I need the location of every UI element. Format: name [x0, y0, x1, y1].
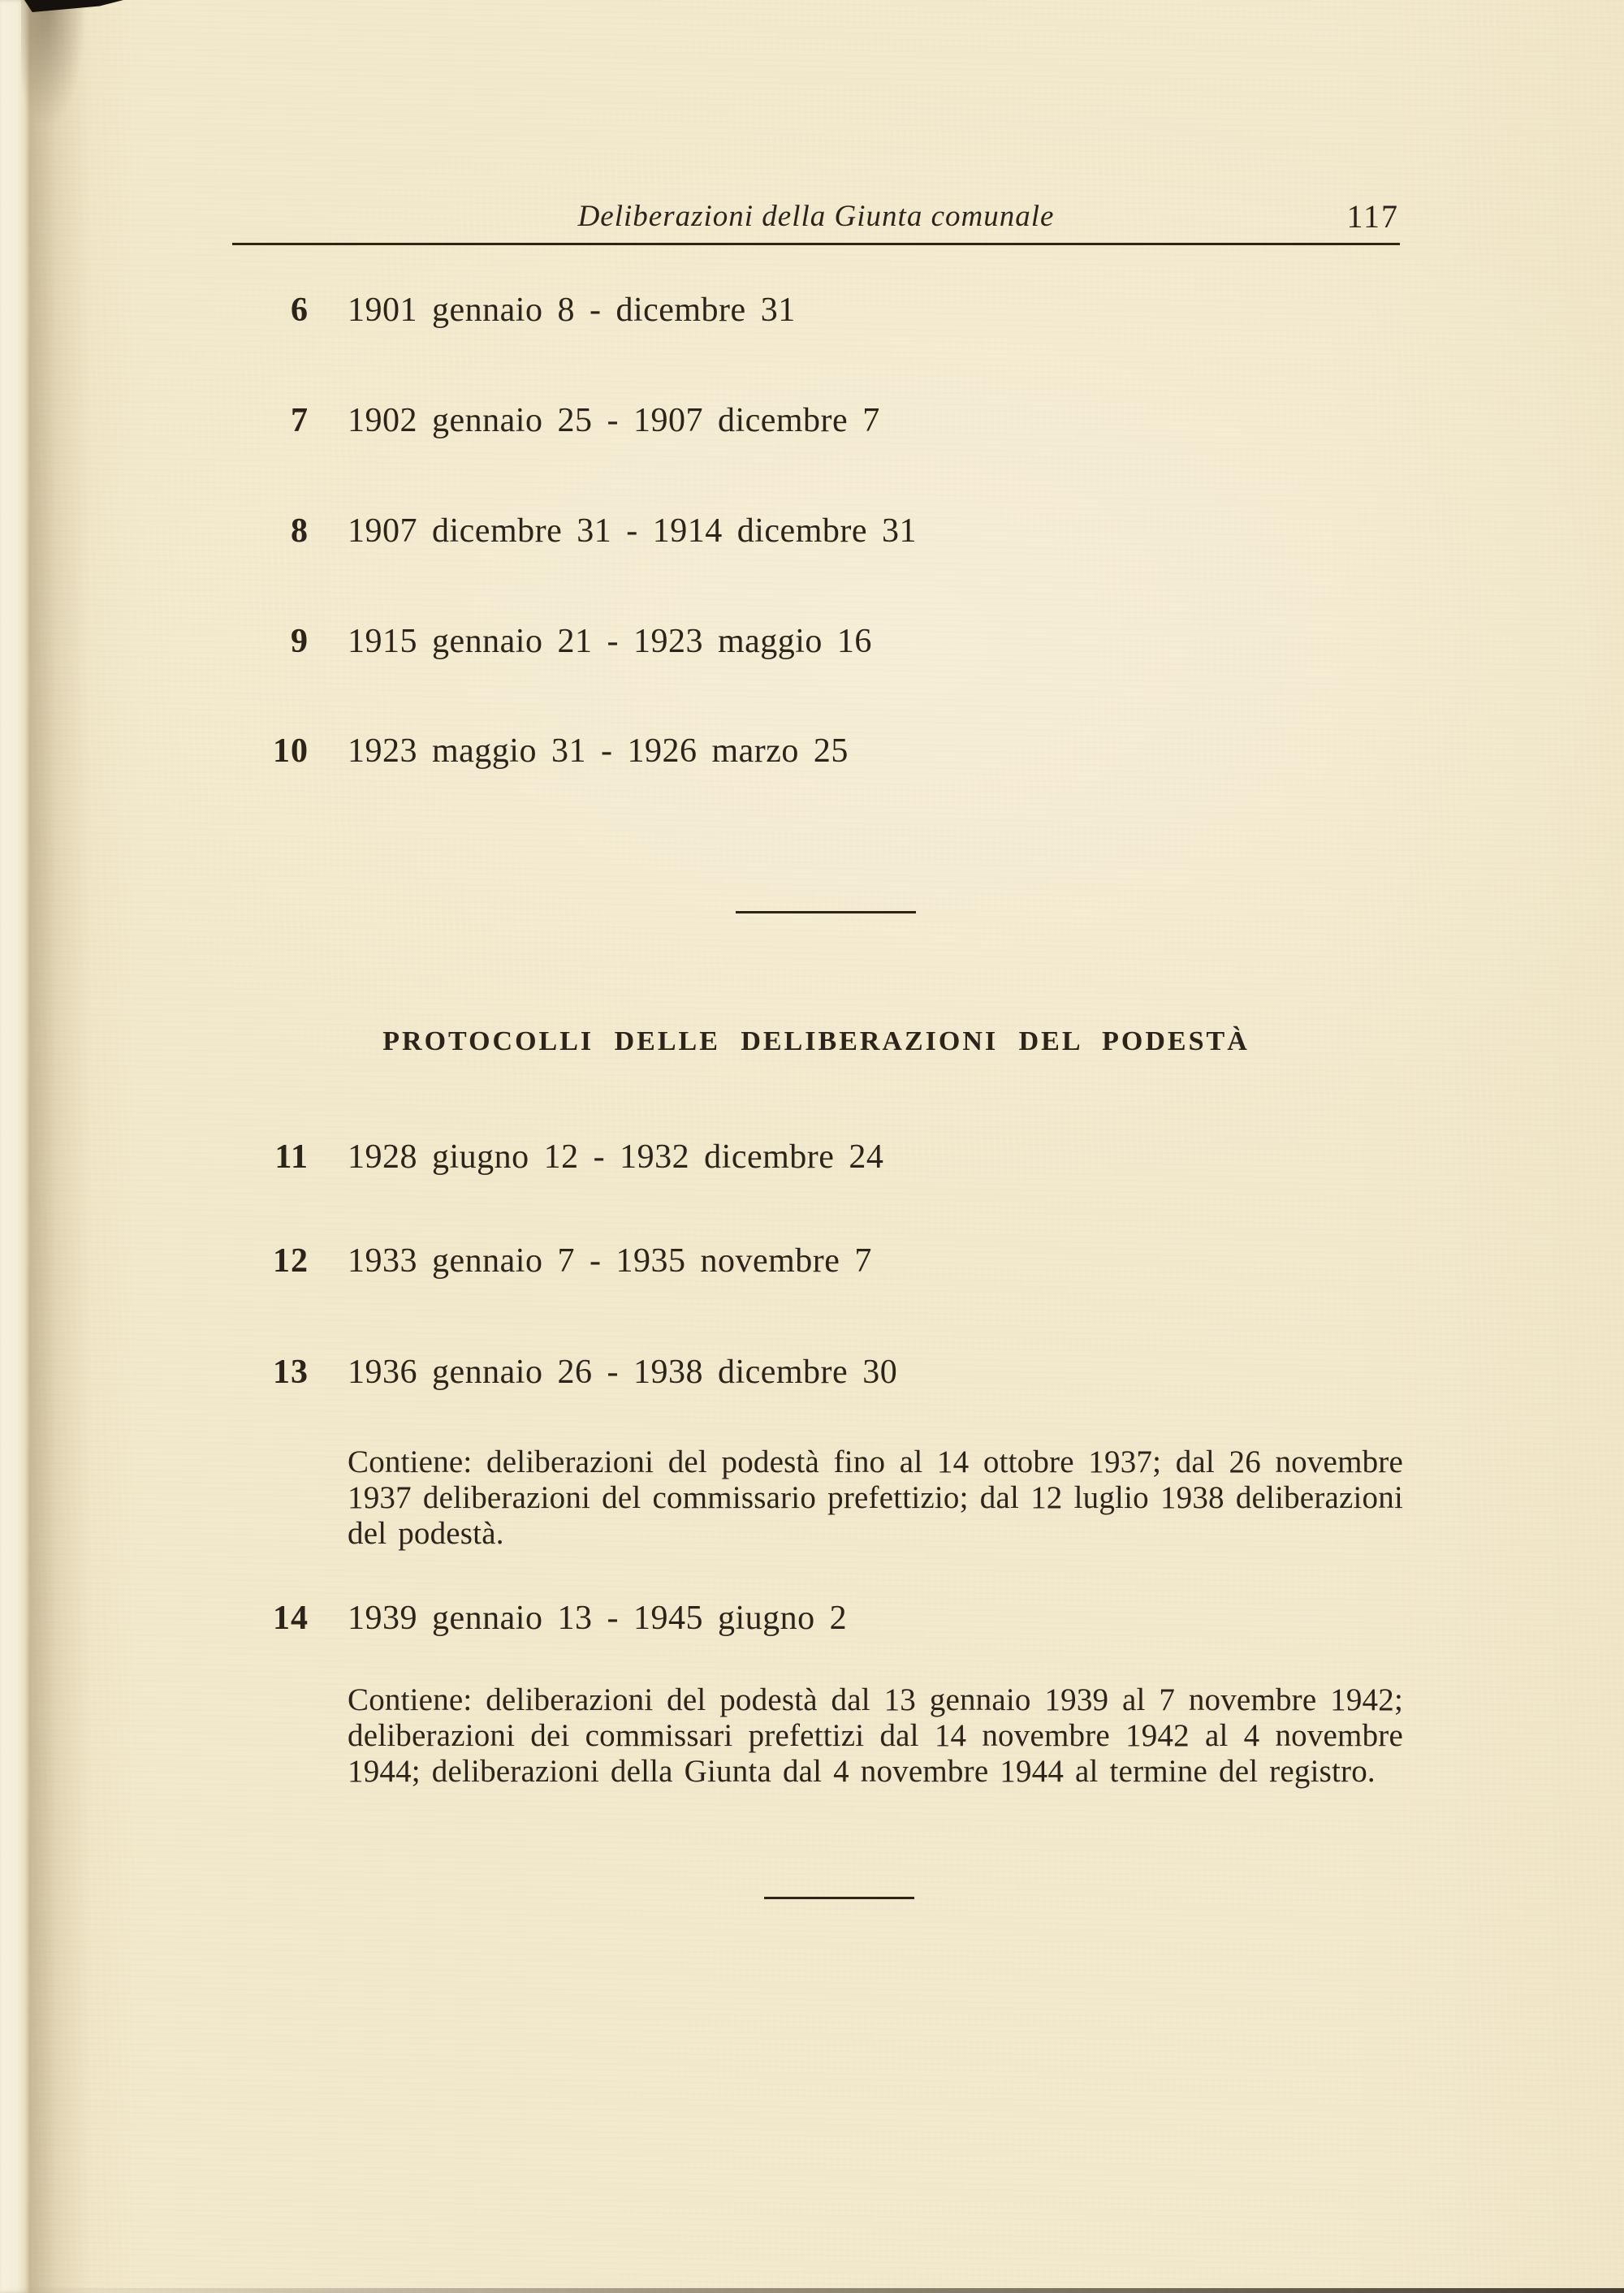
entry-number: 11	[274, 1138, 309, 1176]
entry-row	[231, 401, 1401, 440]
entry-dates: 1936 gennaio 26 - 1938 dicembre 30	[348, 1354, 898, 1391]
end-divider	[764, 1897, 914, 1899]
entry-dates: 1915 gennaio 21 - 1923 maggio 16	[348, 623, 872, 660]
entry-dates: 1923 maggio 31 - 1926 marzo 25	[348, 732, 849, 770]
entry-row	[231, 732, 1401, 771]
entry-number: 7	[291, 402, 309, 439]
entry-number: 8	[291, 512, 309, 550]
entry-dates: 1907 dicembre 31 - 1914 dicembre 31	[348, 512, 917, 550]
binding-shadow	[29, 0, 89, 2293]
entry-number: 9	[291, 623, 309, 660]
entry-number: 10	[273, 732, 309, 770]
entry-number: 12	[273, 1242, 309, 1280]
running-head-title: Deliberazioni della Giunta comunale	[577, 200, 1055, 233]
entry-number: 13	[273, 1354, 309, 1391]
entry-number: 6	[291, 291, 309, 329]
section-heading: PROTOCOLLI DELLE DELIBERAZIONI DEL PODESTÀ	[382, 1026, 1250, 1056]
entry-row	[231, 1138, 1401, 1177]
bottom-page-edge	[0, 2288, 1624, 2293]
header-rule	[232, 243, 1400, 245]
entry-row	[231, 622, 1401, 661]
left-page-edge	[0, 0, 29, 2293]
entry-dates: 1933 gennaio 7 - 1935 novembre 7	[348, 1242, 872, 1280]
entry-row	[231, 1353, 1401, 1392]
section-divider	[736, 911, 916, 913]
entry-dates: 1939 gennaio 13 - 1945 giugno 2	[348, 1600, 848, 1637]
top-left-corner-shadow	[21, 0, 110, 195]
entry-row	[231, 1599, 1401, 1638]
entry-note: Contiene: deliberazioni del podestà dal 13 gennaio 1939 al 7 novembre 1942; deliberazioni dei commissari prefettizi dal 14 novembre 1942 al 4 novembre 1944; deliberazioni della Giunta dal 4 novembre 1944 al termine del registro.	[348, 1682, 1403, 1789]
entry-dates: 1901 gennaio 8 - dicembre 31	[348, 291, 796, 329]
entry-row	[231, 291, 1401, 330]
entry-dates: 1928 giugno 12 - 1932 dicembre 24	[348, 1138, 884, 1176]
entry-row	[231, 512, 1401, 551]
entry-note: Contiene: deliberazioni del podestà fino al 14 ottobre 1937; dal 26 novembre 1937 deliberazioni del commissario prefettizio; dal 12 luglio 1938 deliberazioni del podestà.	[348, 1444, 1403, 1551]
page-number: 117	[1346, 198, 1399, 235]
running-head	[231, 199, 1401, 234]
entry-dates: 1902 gennaio 25 - 1907 dicembre 7	[348, 402, 880, 439]
entry-row	[231, 1242, 1401, 1280]
entry-number: 14	[273, 1600, 309, 1637]
